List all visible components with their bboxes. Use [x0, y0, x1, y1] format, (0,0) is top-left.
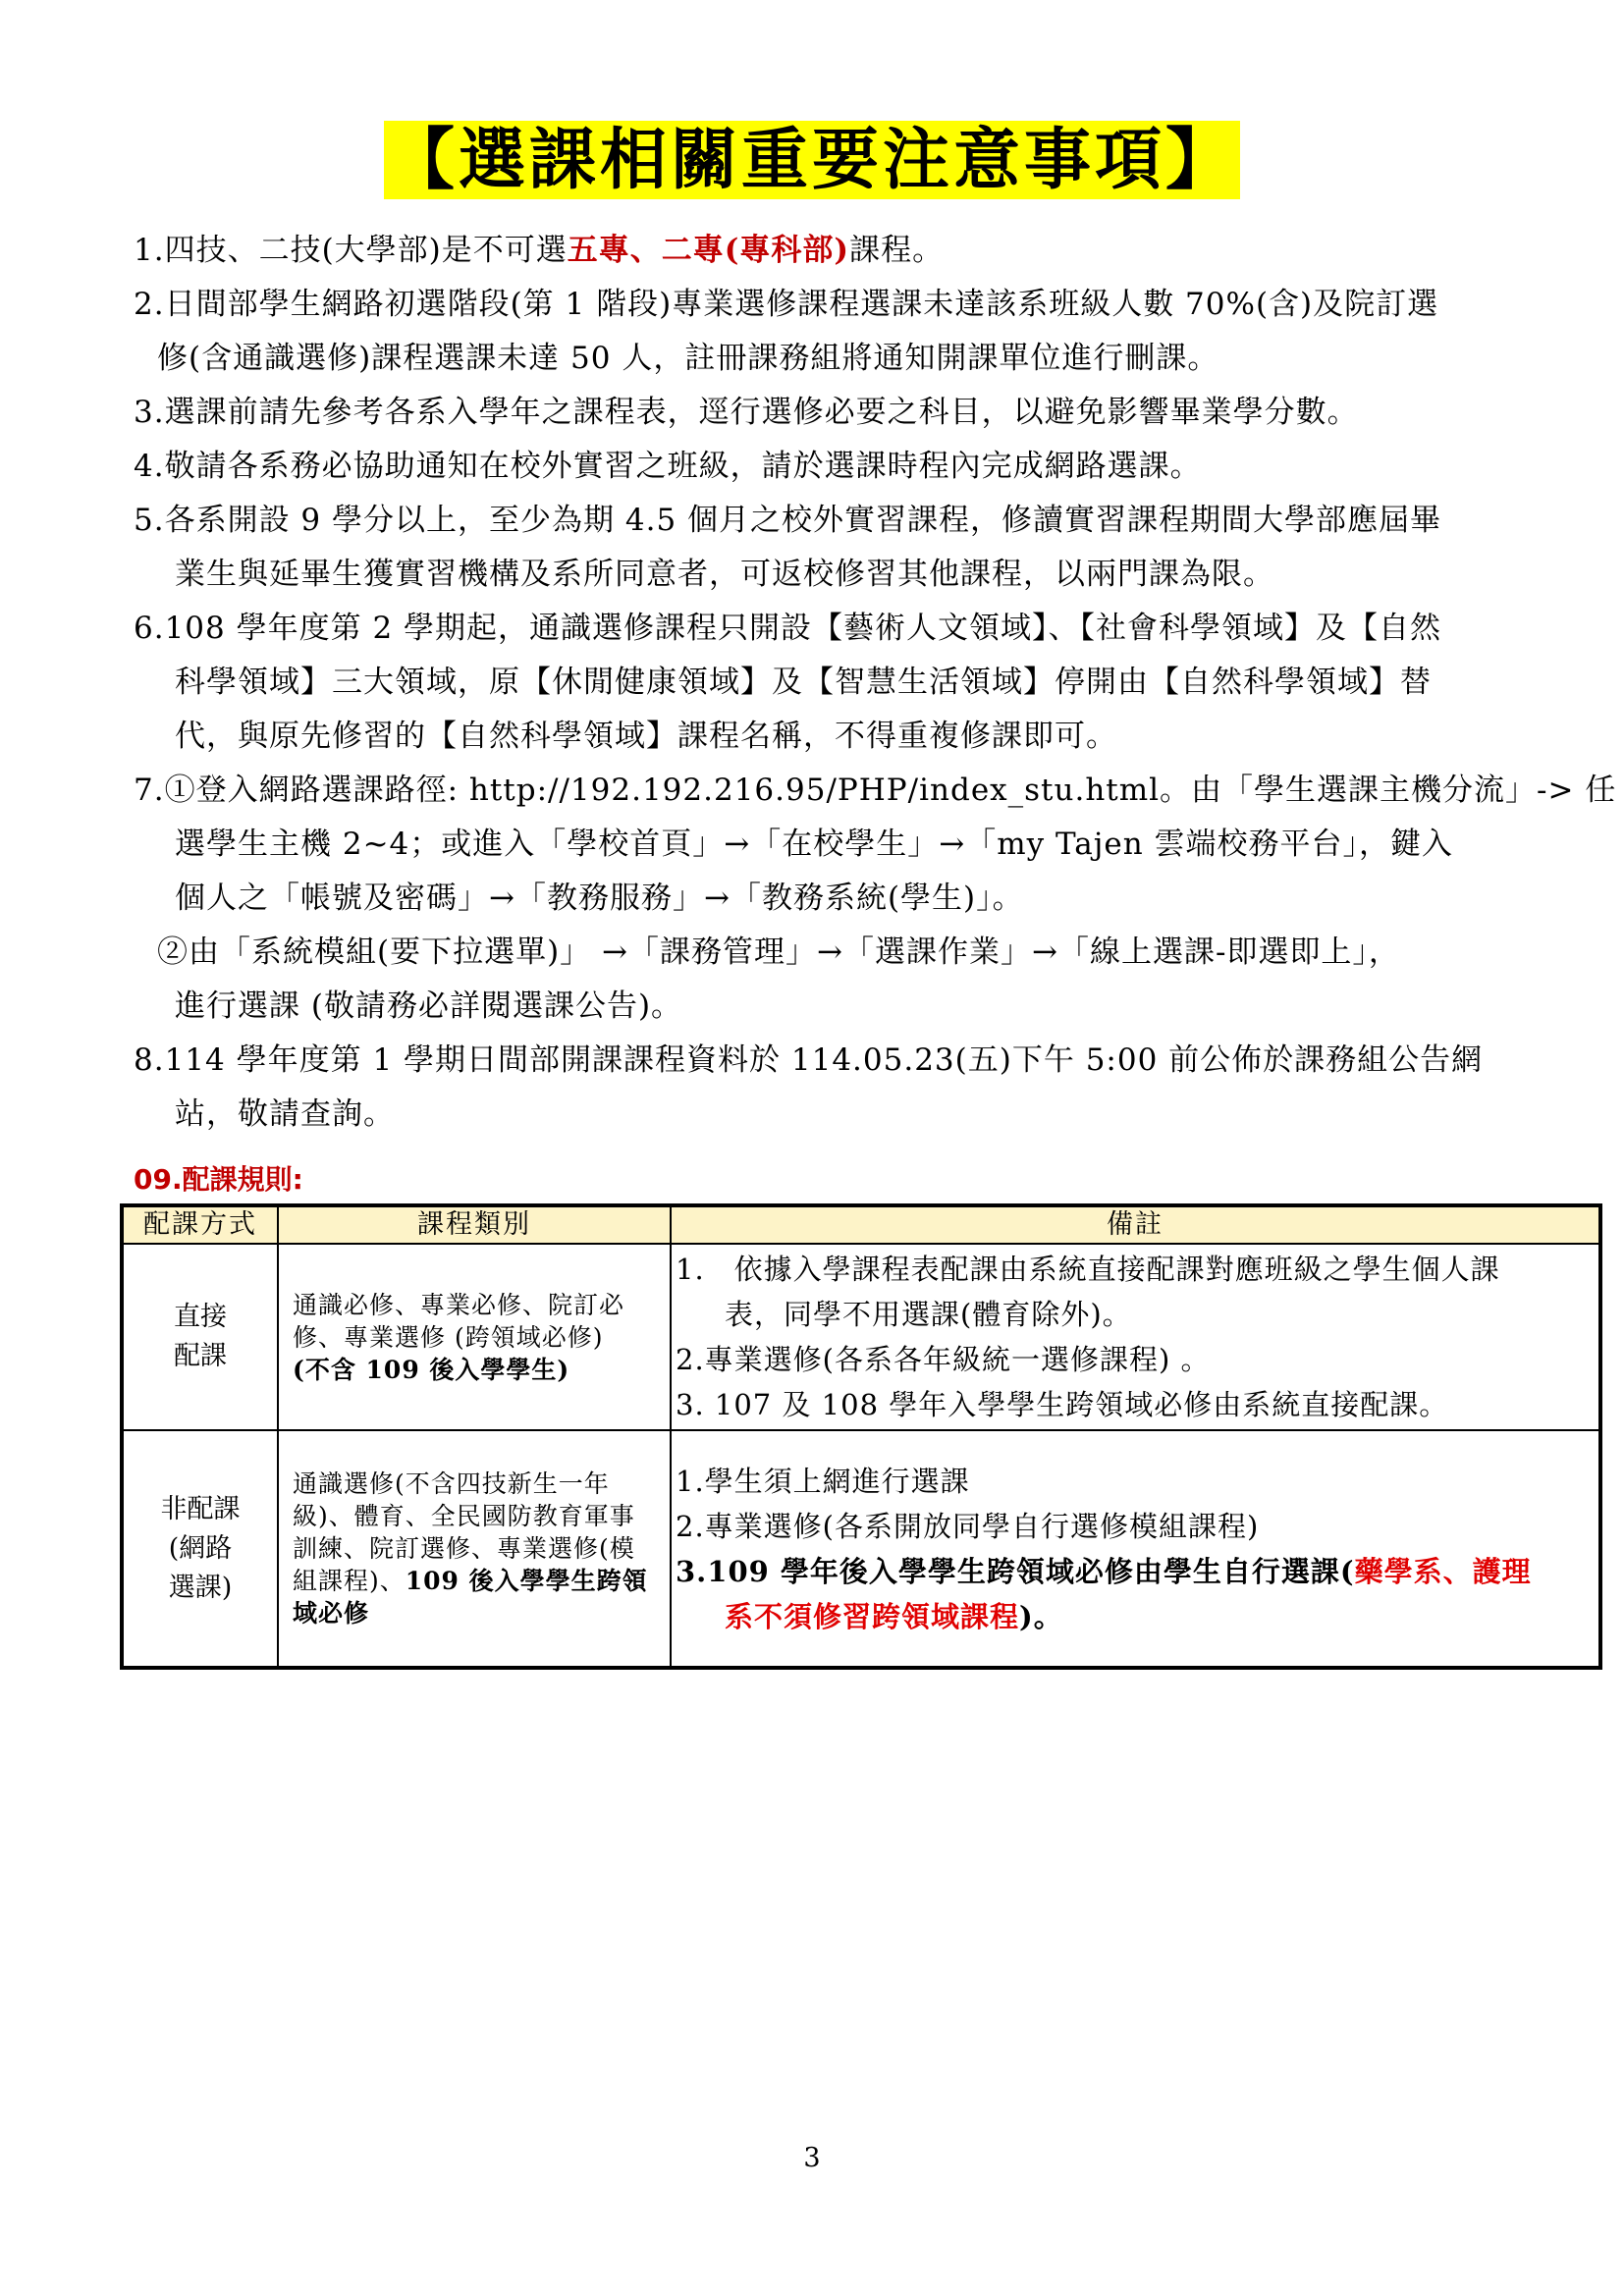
note-4: 4.敬請各系務必協助通知在校外實習之班級，請於選課時程內完成網路選課。	[134, 449, 1202, 484]
note-8-line-2: 站，敬請查詢。	[175, 1096, 395, 1132]
cell-notes: 1.學生須上網進行選課 2.專業選修(各系開放同學自行選修模組課程) 3.109 學年後入學學生跨領域必修由學生自行選課(藥學系、護理 系不須修習跨領域課程)。	[671, 1430, 1600, 1668]
note-8-line-1: 8.114 學年度第 1 學期日間部開課課程資料於 114.05.23(五)下午 5:00 前公佈於課務組公告網	[134, 1042, 1484, 1078]
note-7-line-2: 選學生主機 2~4；或進入「學校首頁」→「在校學生」→「my Tajen 雲端校務平台」，鍵入	[175, 827, 1454, 862]
cell-notes: 1. 依據入學課程表配課由系統直接配課對應班級之學生個人課 表，同學不用選課(體育除外)。 2.專業選修(各系各年級統一選修課程) 。 3. 107 及 108 學年入學學生跨領域必修由系統直接配課。	[671, 1244, 1600, 1430]
header-category: 課程類別	[278, 1205, 671, 1244]
note-7-line-4: ②由「系統模組(要下拉選單)」 →「課務管理」→「選課作業」→「線上選課-即選即上」，	[157, 934, 1400, 970]
header-method: 配課方式	[122, 1205, 278, 1244]
note-5-line-2: 業生與延畢生獲實習機構及系所同意者，可返校修習其他課程，以兩門課為限。	[175, 557, 1274, 592]
cell-category: 通識選修(不含四技新生一年級)、體育、全民國防教育軍事訓練、院訂選修、專業選修(模組課程)、109 後入學學生跨領域必修	[278, 1430, 671, 1668]
note-emphasis: 系不須修習跨領域課程	[725, 1599, 1020, 1633]
cell-category: 通識必修、專業必修、院訂必修、專業選修 (跨領域必修) (不含 109 後入學學生)	[278, 1244, 671, 1430]
table-header-row	[122, 1205, 1600, 1244]
note-2-line-1: 2.日間部學生網路初選階段(第 1 階段)專業選修課程選課未達該系班級人數 70%(含)及院訂選	[134, 287, 1439, 322]
note-emphasis: 藥學系、護理	[1354, 1554, 1532, 1588]
note-7-line-3: 個人之「帳號及密碼」→「教務服務」→「教務系統(學生)」。	[175, 881, 1024, 916]
note-1-emphasis: 五專、二專(專科部)	[567, 233, 850, 268]
note-3: 3.選課前請先參考各系入學年之課程表，逕行選修必要之科目，以避免影響畢業學分數。	[134, 395, 1359, 430]
table-row	[122, 1430, 1600, 1668]
note-6-line-1: 6.108 學年度第 2 學期起，通識選修課程只開設【藝術人文領域】、【社會科學領域】及【自然	[134, 611, 1442, 646]
note-2-line-2: 修(含通識選修)課程選課未達 50 人，註冊課務組將通知開課單位進行刪課。	[157, 341, 1219, 376]
cell-method: 直接 配課	[122, 1244, 278, 1430]
note-7-line-5: 進行選課 (敬請務必詳閱選課公告)。	[175, 988, 683, 1024]
title-highlight: 【選課相關重要注意事項】	[384, 121, 1240, 199]
header-notes: 備註	[671, 1205, 1600, 1244]
note-6-line-2: 科學領域】三大領域，原【休閒健康領域】及【智慧生活領域】停開由【自然科學領域】替	[175, 665, 1432, 700]
cell-method: 非配課 (網路 選課)	[122, 1430, 278, 1668]
section-title: 09.配課規則:	[134, 1163, 303, 1196]
note-1: 1.四技、二技(大學部)是不可選五專、二專(專科部)課程。	[134, 233, 945, 268]
category-emphasis: 109 後入學學生跨領域必修	[293, 1567, 648, 1628]
note-6-line-3: 代，與原先修習的【自然科學領域】課程名稱，不得重複修課即可。	[175, 719, 1117, 754]
note-7-line-1: 7.①登入網路選課路徑: http://192.192.216.95/PHP/index_stu.html。由「學生選課主機分流」-> 任	[134, 773, 1617, 808]
table-row	[122, 1244, 1600, 1430]
page-number: 3	[803, 2143, 821, 2173]
course-assignment-table	[120, 1203, 1602, 1670]
page-title	[0, 116, 1624, 204]
category-emphasis: (不含 109 後入學學生)	[293, 1355, 570, 1384]
note-5-line-1: 5.各系開設 9 學分以上，至少為期 4.5 個月之校外實習課程，修讀實習課程期間大學部應屆畢	[134, 503, 1442, 538]
notes-list	[134, 224, 1617, 1142]
